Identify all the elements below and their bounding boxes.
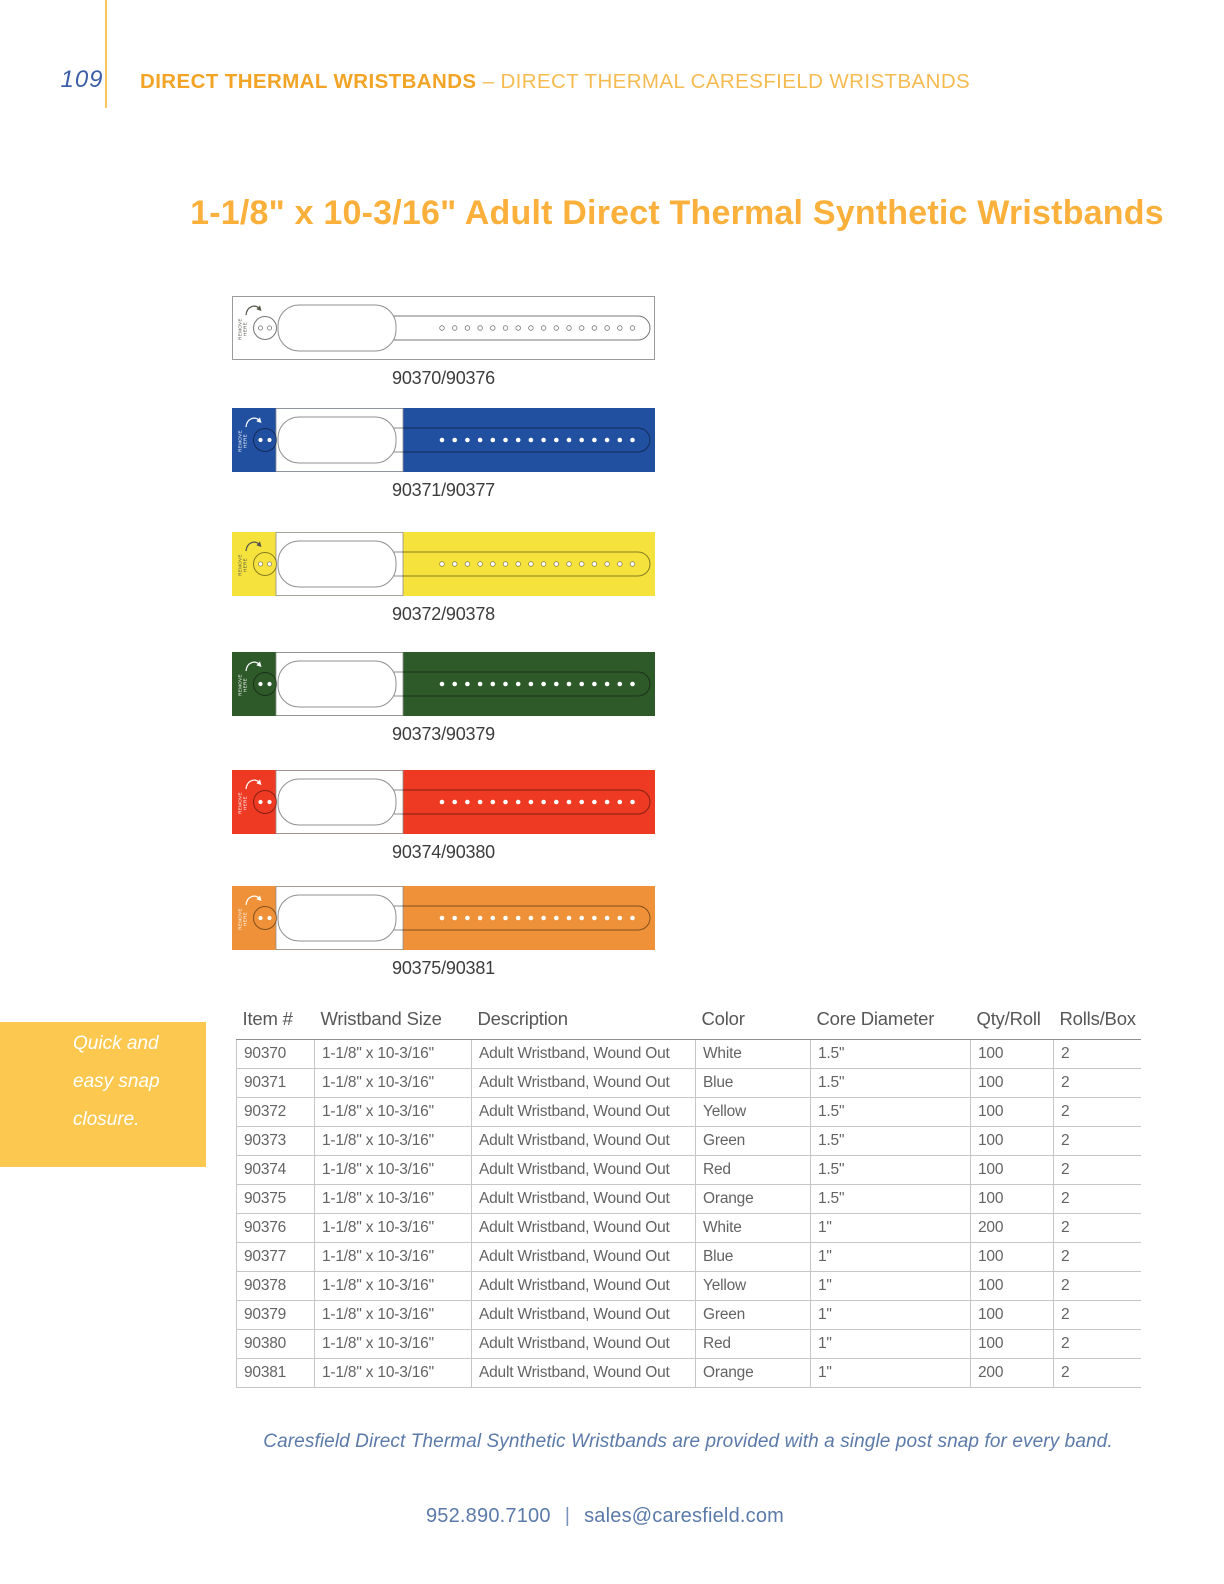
table-cell: 200 [971,1214,1054,1243]
remove-here-text: REMOVEHERE [237,792,248,814]
table-cell: 1-1/8" x 10-3/16" [315,1243,472,1272]
table-cell: 100 [971,1156,1054,1185]
wristband-item-numbers: 90373/90379 [392,724,495,744]
table-cell: 1" [811,1214,971,1243]
wristband-item-numbers: 90371/90377 [392,480,495,500]
table-row [237,1069,1141,1098]
table-cell: 1-1/8" x 10-3/16" [315,1272,472,1301]
callout-text: Quick and easy snap closure. [73,1033,160,1130]
table-cell: 1-1/8" x 10-3/16" [315,1127,472,1156]
wristband-white [232,296,655,389]
remove-here-text: REMOVEHERE [237,318,248,340]
table-cell: Yellow [696,1098,811,1127]
page-title: 1-1/8" x 10-3/16" Adult Direct Thermal Synthetic Wristbands [190,194,1164,232]
table-cell: 1" [811,1272,971,1301]
wristband-graphic [232,296,655,360]
table-cell: 2 [1054,1185,1141,1214]
table-cell: 2 [1054,1098,1141,1127]
table-cell: Adult Wristband, Wound Out [472,1214,696,1243]
table-cell: 100 [971,1330,1054,1359]
section-header-subtitle: – DIRECT THERMAL CARESFIELD WRISTBANDS [476,70,971,93]
table-cell: 90370 [237,1040,315,1069]
wristband-red [232,770,655,863]
table-cell: 90380 [237,1330,315,1359]
table-cell: Orange [696,1359,811,1388]
table-cell: 1-1/8" x 10-3/16" [315,1301,472,1330]
table-cell: 1-1/8" x 10-3/16" [315,1156,472,1185]
wristband-item-numbers: 90375/90381 [392,958,495,978]
table-cell: 1.5" [811,1156,971,1185]
table-cell: 2 [1054,1069,1141,1098]
table-cell: 1" [811,1243,971,1272]
table-cell: 1-1/8" x 10-3/16" [315,1185,472,1214]
column-header: Rolls/Box [1054,1004,1141,1040]
table-cell: 1.5" [811,1127,971,1156]
table-row [237,1040,1141,1069]
table-header-row [237,1004,1141,1040]
table-cell: 200 [971,1359,1054,1388]
wristband-item-numbers: 90372/90378 [392,604,495,624]
table-cell: 2 [1054,1156,1141,1185]
table-cell: 1" [811,1330,971,1359]
table-cell: 1-1/8" x 10-3/16" [315,1330,472,1359]
table-cell: White [696,1214,811,1243]
section-header [140,70,970,94]
table-cell: Adult Wristband, Wound Out [472,1185,696,1214]
table-cell: 90371 [237,1069,315,1098]
contact-separator: | [564,1505,571,1527]
remove-here-text: REMOVEHERE [237,554,248,576]
table-cell: 90375 [237,1185,315,1214]
table-cell: 100 [971,1040,1054,1069]
table-row [237,1127,1141,1156]
table-cell: 2 [1054,1214,1141,1243]
table-cell: 100 [971,1098,1054,1127]
table-cell: 1.5" [811,1069,971,1098]
table-cell: 90374 [237,1156,315,1185]
table-row [237,1272,1141,1301]
section-header-bold: DIRECT THERMAL WRISTBANDS [140,70,477,93]
table-cell: 100 [971,1185,1054,1214]
table-cell: 1-1/8" x 10-3/16" [315,1214,472,1243]
column-header: Color [696,1004,811,1040]
table-cell: 1" [811,1359,971,1388]
callout-box [0,1022,206,1167]
table-cell: 100 [971,1301,1054,1330]
table-cell: 90372 [237,1098,315,1127]
column-header: Item # [237,1004,315,1040]
page-number: 109 [60,66,104,93]
table-cell: 90381 [237,1359,315,1388]
table-cell: 90376 [237,1214,315,1243]
table-cell: Orange [696,1185,811,1214]
table-cell: 2 [1054,1330,1141,1359]
table-cell: 2 [1054,1040,1141,1069]
table-cell: 100 [971,1127,1054,1156]
remove-here-text: REMOVEHERE [237,674,248,696]
table-cell: 2 [1054,1127,1141,1156]
table-row [237,1243,1141,1272]
table-row [237,1330,1141,1359]
table-cell: Adult Wristband, Wound Out [472,1156,696,1185]
table-cell: Adult Wristband, Wound Out [472,1301,696,1330]
column-header: Qty/Roll [971,1004,1054,1040]
table-cell: 1-1/8" x 10-3/16" [315,1098,472,1127]
table-cell: Adult Wristband, Wound Out [472,1330,696,1359]
table-cell: 90379 [237,1301,315,1330]
wristband-graphic [232,652,655,716]
wristband-orange [232,886,655,979]
table-cell: Adult Wristband, Wound Out [472,1243,696,1272]
table-cell: 90373 [237,1127,315,1156]
header-divider-line [105,0,107,108]
table-cell: Green [696,1301,811,1330]
wristband-graphic [232,886,655,950]
column-header: Core Diameter [811,1004,971,1040]
wristband-graphic [232,408,655,472]
table-cell: Adult Wristband, Wound Out [472,1359,696,1388]
wristband-graphic [232,770,655,834]
column-header: Wristband Size [315,1004,472,1040]
table-cell: 2 [1054,1243,1141,1272]
table-cell: Green [696,1127,811,1156]
table-cell: Adult Wristband, Wound Out [472,1272,696,1301]
table-cell: Yellow [696,1272,811,1301]
table-cell: Blue [696,1069,811,1098]
wristband-green [232,652,655,745]
wristband-yellow [232,532,655,625]
table-row [237,1301,1141,1330]
table-cell: 100 [971,1243,1054,1272]
table-cell: Adult Wristband, Wound Out [472,1069,696,1098]
column-header: Description [472,1004,696,1040]
table-cell: 2 [1054,1272,1141,1301]
table-row [237,1098,1141,1127]
table-cell: Red [696,1156,811,1185]
phone-number: 952.890.7100 [425,1505,551,1527]
table-row [237,1359,1141,1388]
remove-here-text: REMOVEHERE [237,430,248,452]
email-address: sales@caresfield.com [584,1505,785,1527]
wristband-graphic [232,532,655,596]
contact-line [0,1505,1210,1528]
table-row [237,1156,1141,1185]
wristband-item-numbers: 90374/90380 [392,842,495,862]
table-cell: Adult Wristband, Wound Out [472,1040,696,1069]
table-cell: 1-1/8" x 10-3/16" [315,1040,472,1069]
table-cell: 1-1/8" x 10-3/16" [315,1359,472,1388]
table-cell: Adult Wristband, Wound Out [472,1127,696,1156]
table-row [237,1214,1141,1243]
table-cell: Blue [696,1243,811,1272]
table-cell: 1.5" [811,1185,971,1214]
table-cell: Red [696,1330,811,1359]
remove-here-text: REMOVEHERE [237,908,248,930]
table-cell: 1.5" [811,1040,971,1069]
spec-table [236,1004,1141,1388]
table-cell: 1.5" [811,1098,971,1127]
footnote-text: Caresfield Direct Thermal Synthetic Wristbands are provided with a single post snap for every band. [263,1431,1113,1452]
table-cell: White [696,1040,811,1069]
table-cell: 90378 [237,1272,315,1301]
table-cell: 100 [971,1069,1054,1098]
wristband-item-numbers: 90370/90376 [392,368,495,388]
table-cell: Adult Wristband, Wound Out [472,1098,696,1127]
table-cell: 90377 [237,1243,315,1272]
table-cell: 2 [1054,1359,1141,1388]
wristband-blue [232,408,655,501]
table-cell: 1" [811,1301,971,1330]
table-cell: 100 [971,1272,1054,1301]
table-cell: 1-1/8" x 10-3/16" [315,1069,472,1098]
table-row [237,1185,1141,1214]
table-cell: 2 [1054,1301,1141,1330]
